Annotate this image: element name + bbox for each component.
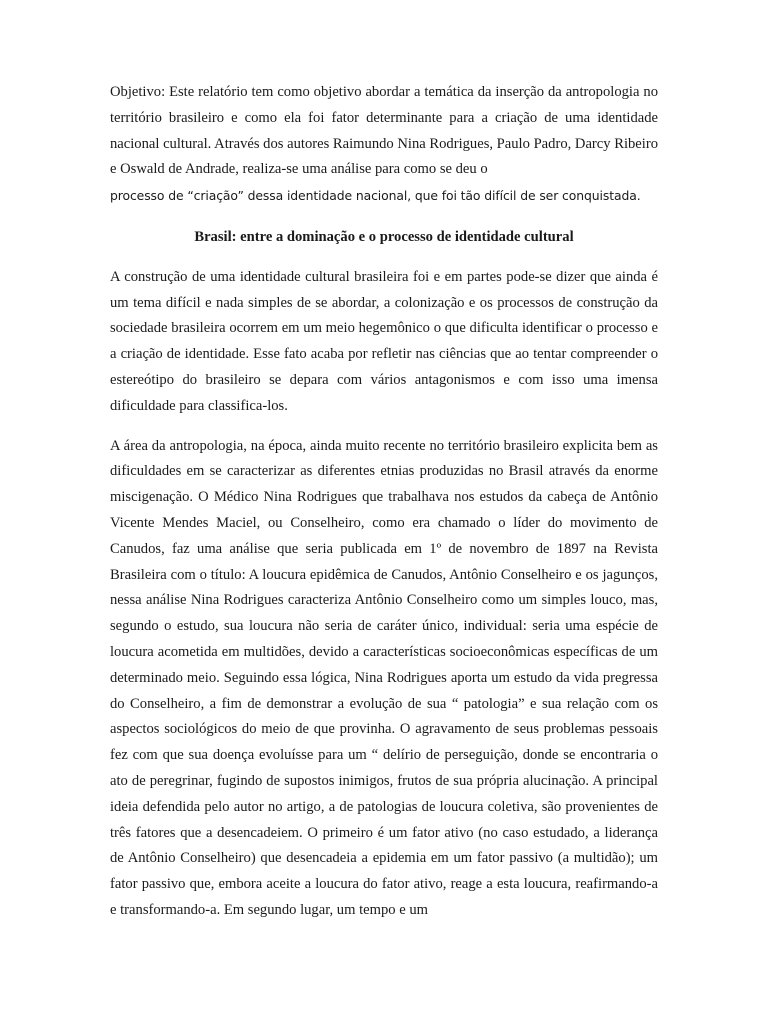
section-heading: Brasil: entre a dominação e o processo de identidade cultural bbox=[194, 228, 574, 245]
document-body bbox=[110, 80, 658, 924]
objective-text-tail: processo de “criação” dessa identidade nacional, que foi tão difícil de ser conquistada. bbox=[110, 188, 641, 204]
objective-text: Objetivo: Este relatório tem como objetivo abordar a temática da inserção da antropologia no território brasileiro e como ela foi fator determinante para a criação de uma identidade nacional cultural. Através dos autores Raimundo Nina Rodrigues, Paulo Padro, Darcy Ribeiro e Oswald de Andrade, realiza-se uma análise para como se deu o bbox=[110, 84, 658, 178]
objective-paragraph bbox=[110, 80, 658, 209]
body-paragraph-1: A construção de uma identidade cultural brasileira foi e em partes pode-se dizer que ainda é um tema difícil e nada simples de se abordar, a colonização e os processos de construção da sociedade brasileira ocorrem em um meio hegemônico o que dificulta identificar o processo e a criação de identidade. Esse fato acaba por refletir nas ciências que ao tentar compreender o estereótipo do brasileiro se depara com vários antagonismos e com isso uma imensa dificuldade para classifica-los. bbox=[110, 268, 658, 414]
body-paragraph-2: A área da antropologia, na época, ainda muito recente no território brasileiro explicita bem as dificuldades em se caracterizar as diferentes etnias produzidas no Brasil através da enorme miscigenação. O Médico Nina Rodrigues que trabalhava nos estudos da cabeça de Antônio Vicente Mendes Maciel, ou Conselheiro, como era chamado o líder do movimento de Canudos, faz uma análise que seria publicada em 1º de novembro de 1897 na Revista Brasileira com o título: A loucura epidêmica de Canudos, Antônio Conselheiro e os jagunços, nessa análise Nina Rodrigues caracteriza Antônio Conselheiro como um simples louco, mas, segundo o estudo, sua loucura não seria de caráter único, individual: seria uma espécie de loucura acometida em multidões, devido a características socioeconômicas específicas de um determinado meio. Seguindo essa lógica, Nina Rodrigues aporta um estudo da vida pregressa do Conselheiro, a fim de demonstrar a evolução de sua “ patologia” e sua relação com os aspectos sociológicos do meio de que provinha. O agravamento de seus problemas pessoais fez com que sua doença evoluísse para um “ delírio de perseguição, donde se encontraria o ato de peregrinar, fugindo de supostos inimigos, frutos de sua própria alucinação. A principal ideia defendida pelo autor no artigo, a de patologias de loucura coletiva, são provenientes de três fatores que a desencadeiem. O primeiro é um fator ativo (no caso estudado, a liderança de Antônio Conselheiro) que desencadeia a epidemia em um fator passivo (a multidão); um fator passivo que, embora aceite a loucura do fator ativo, reage a esta loucura, reafirmando-a e transformando-a. Em segundo lugar, um tempo e um bbox=[110, 437, 658, 918]
